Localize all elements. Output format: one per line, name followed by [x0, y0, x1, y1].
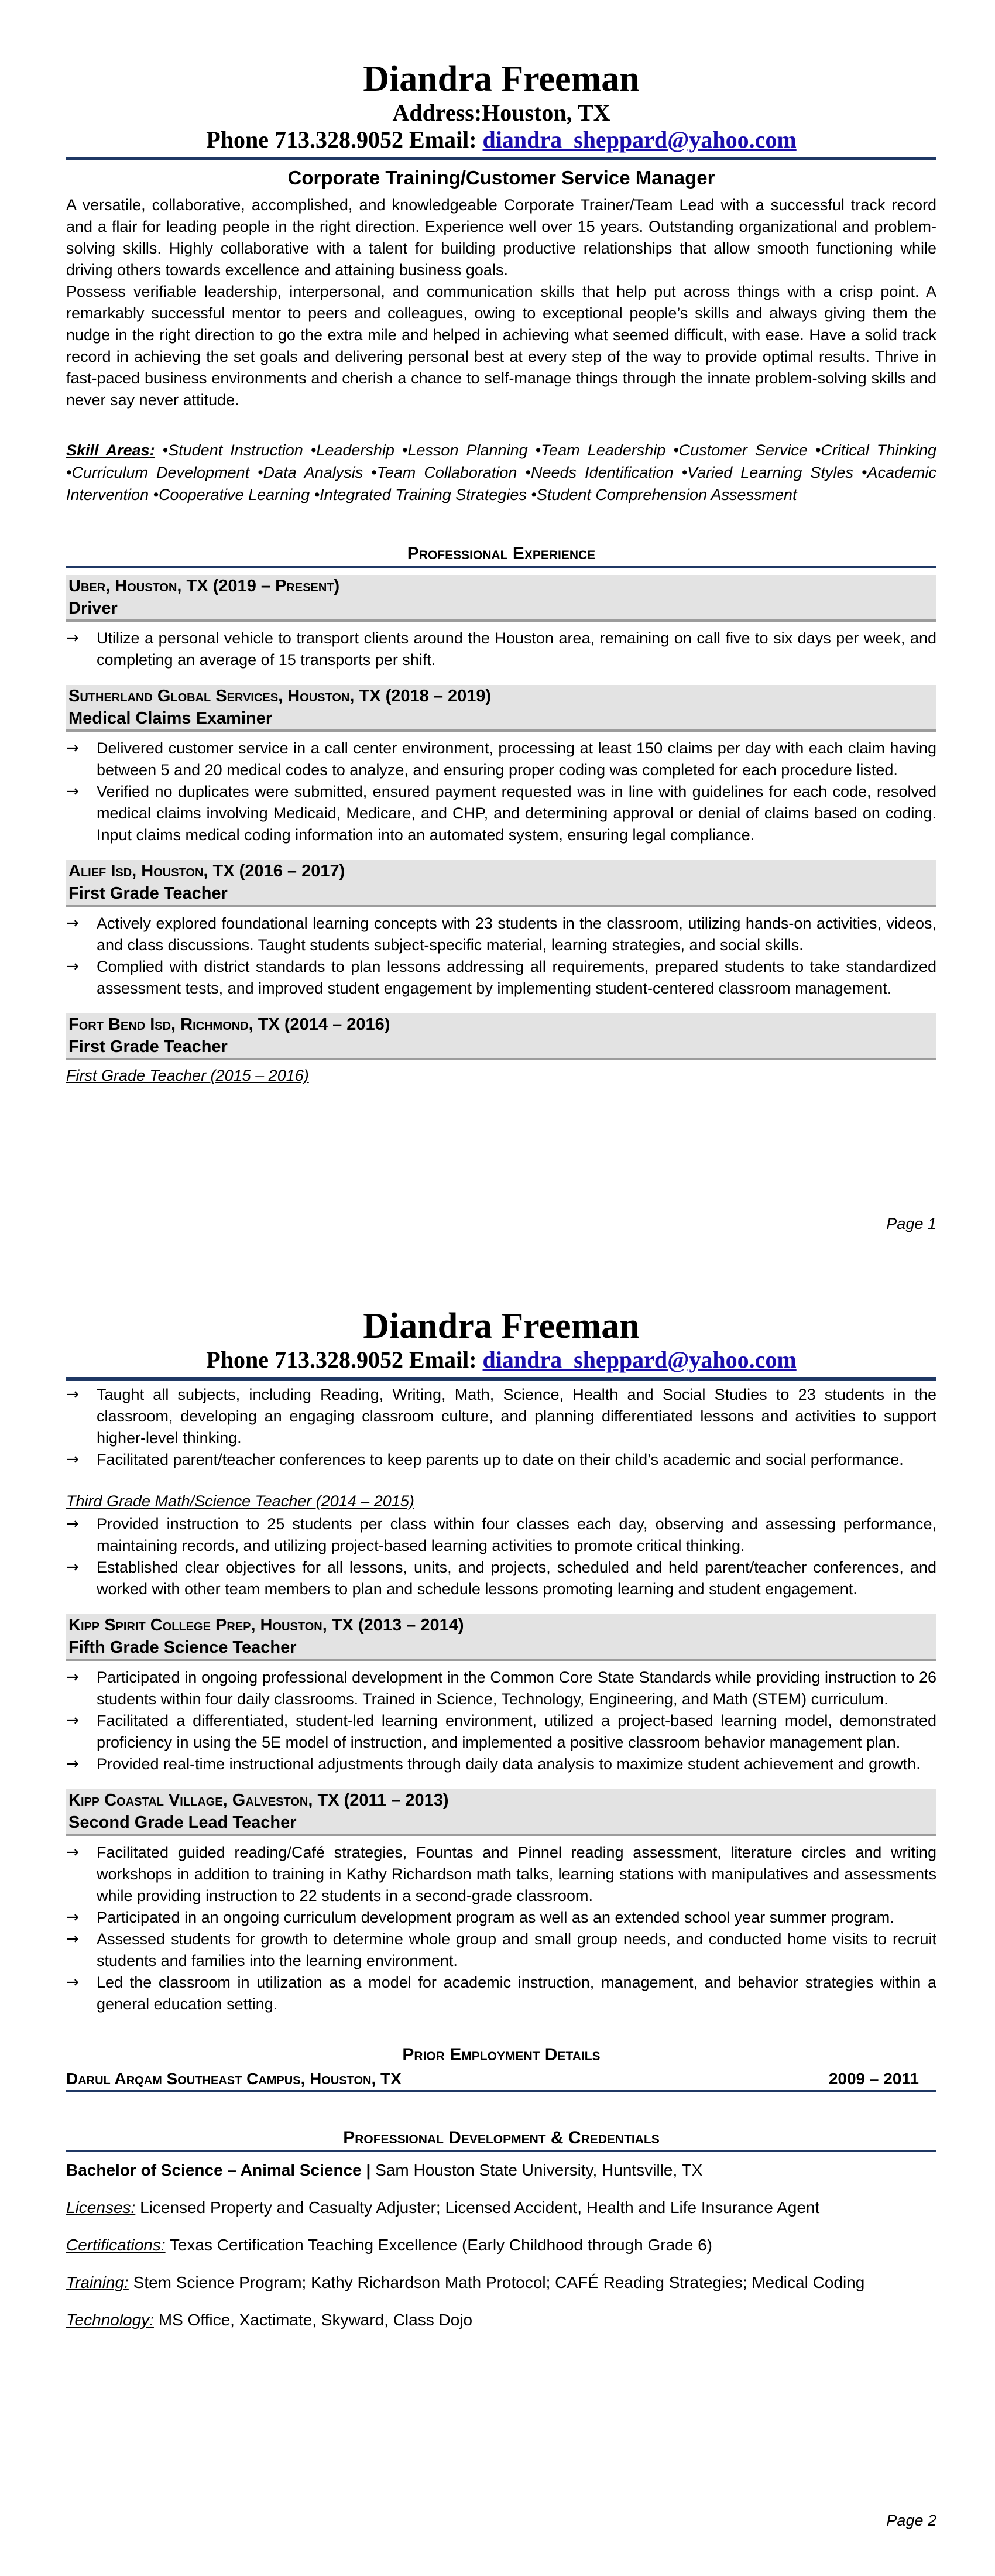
header-rule	[66, 1377, 936, 1381]
phone-label: Phone 713.328.9052 Email:	[206, 126, 477, 153]
arrow-icon: →	[66, 1669, 79, 1686]
technology-label: Technology:	[66, 2311, 154, 2329]
job-company: Sutherland Global Services, Houston, TX (2018 – 2019)	[68, 687, 492, 705]
job-header	[66, 685, 936, 732]
training-label: Training:	[66, 2273, 129, 2291]
page-1-content	[66, 59, 936, 1087]
section-rule	[66, 2150, 936, 2152]
bullet-text: Complied with district standards to plan lessons addressing all requirements, prepared students to take standardized assessment tests, and improved student engagement by implementing student-centered classroom management.	[97, 958, 936, 997]
job-entry	[66, 685, 936, 846]
job-role: Driver	[68, 599, 118, 618]
certifications-label: Certifications:	[66, 2236, 166, 2254]
list-item	[66, 781, 936, 846]
list-item	[66, 628, 936, 671]
training-line	[66, 2272, 936, 2294]
list-item	[66, 956, 936, 999]
job-bullets	[66, 1384, 936, 1471]
arrow-icon: →	[66, 739, 79, 757]
job-company: Kipp Spirit College Prep, Houston, TX (2013 – 2014)	[68, 1616, 464, 1635]
job-header	[66, 575, 936, 622]
arrow-icon: →	[66, 629, 79, 647]
arrow-icon: →	[66, 958, 79, 975]
bullet-text: Facilitated guided reading/Café strategies, Fountas and Pinnel reading assessment, literature circles and writing workshops in addition to training in Kathy Richardson math talks, learning stations with manipulatives and assessments while providing instruction to 22 students in a second-grade classroom.	[97, 1844, 936, 1904]
arrow-icon: →	[66, 1930, 79, 1948]
degree-school: Sam Houston State University, Huntsville, TX	[370, 2161, 703, 2179]
section-title-prior: Prior Employment Details	[402, 2045, 601, 2064]
bullet-text: Provided real-time instructional adjustments through daily data analysis to maximize student achievement and growth.	[97, 1755, 921, 1773]
bullet-text: Participated in an ongoing curriculum development program as well as an extended school year summer program.	[97, 1909, 894, 1926]
bullet-text: Established clear objectives for all lessons, units, and projects, scheduled and held parent/teacher conferences, and worked with other team members to plan and schedule lessons promoting learning and student engagement.	[97, 1558, 936, 1598]
section-title-development: Professional Development & Credentials	[343, 2128, 660, 2147]
bullet-text: Delivered customer service in a call center environment, processing at least 150 claims per day with each claim having between 5 and 20 medical codes to analyze, and ensuring proper coding was completed for each procedure listed.	[97, 739, 936, 779]
email-link[interactable]: diandra_sheppard@yahoo.com	[482, 126, 797, 153]
job-company: Uber, Houston, TX (2019 – Present)	[68, 577, 340, 595]
bullet-text: Actively explored foundational learning concepts with 23 students in the classroom, utilizing hands-on activities, videos, and class discussions. Taught students subject-specific material, learning strategies, and social skills.	[97, 914, 936, 954]
prior-years: 2009 – 2011	[828, 2070, 919, 2088]
job-entry	[66, 1789, 936, 2015]
job-role: First Grade Teacher	[68, 884, 228, 903]
job-bullets	[66, 628, 936, 671]
arrow-icon: →	[66, 1755, 79, 1773]
job-bullets	[66, 1513, 936, 1600]
licenses-value: Licensed Property and Casualty Adjuster; Licensed Accident, Health and Life Insurance Agent	[135, 2198, 820, 2217]
certifications-value: Texas Certification Teaching Excellence (Early Childhood through Grade 6)	[165, 2236, 712, 2254]
sub-role-title: First Grade Teacher (2015 – 2016)	[66, 1067, 309, 1084]
job-bullets	[66, 1667, 936, 1775]
page-1	[0, 0, 995, 1259]
skill-areas-label: Skill Areas:	[66, 441, 155, 459]
list-item	[66, 1557, 936, 1600]
prior-company: Darul Arqam Southeast Campus, Houston, TX	[66, 2070, 402, 2088]
list-item	[66, 1710, 936, 1753]
job-header	[66, 1614, 936, 1661]
job-bullets	[66, 913, 936, 999]
arrow-icon: →	[66, 1558, 79, 1576]
phone-label: Phone 713.328.9052 Email:	[206, 1347, 477, 1373]
list-item	[66, 1972, 936, 2015]
job-role: Medical Claims Examiner	[68, 709, 273, 728]
degree-line	[66, 2159, 936, 2181]
list-item	[66, 1753, 936, 1775]
job-header	[66, 860, 936, 907]
arrow-icon: →	[66, 1515, 79, 1533]
headline: Corporate Training/Customer Service Manager	[287, 167, 715, 189]
list-item	[66, 913, 936, 956]
job-header	[66, 1013, 936, 1060]
bullet-text: Participated in ongoing professional development in the Common Core State Standards while providing instruction to 26 students within four daily classrooms. Trained in Science, Technology, Engineering, and Math (STEM) curriculum.	[97, 1669, 936, 1708]
certifications-line	[66, 2234, 936, 2256]
phone-email-line	[66, 126, 936, 153]
section-rule	[66, 566, 936, 568]
list-item	[66, 1449, 936, 1471]
bullet-text: Taught all subjects, including Reading, Writing, Math, Science, Health and Social Studies to 23 students in the classroom, developing an engaging classroom culture, and planning differentiated lessons and activities to support higher-level thinking.	[97, 1386, 936, 1447]
arrow-icon: →	[66, 1909, 79, 1926]
list-item	[66, 1842, 936, 1907]
job-company: Alief Isd, Houston, TX (2016 – 2017)	[68, 862, 345, 881]
arrow-icon: →	[66, 914, 79, 932]
job-role: First Grade Teacher	[68, 1037, 228, 1056]
bullet-text: Facilitated parent/teacher conferences to keep parents up to date on their child’s academic and social performance.	[97, 1451, 904, 1468]
prior-section-header	[66, 2043, 936, 2067]
job-entry	[66, 860, 936, 999]
job-bullets	[66, 738, 936, 846]
job-role: Second Grade Lead Teacher	[68, 1813, 297, 1832]
job-entry	[66, 575, 936, 671]
section-title-experience: Professional Experience	[407, 544, 596, 563]
section-rule	[66, 2090, 936, 2092]
job-entry	[66, 1013, 936, 1087]
list-item	[66, 1928, 936, 1972]
technology-value: MS Office, Xactimate, Skyward, Class Dojo	[153, 2311, 473, 2329]
summary-paragraph-2: Possess verifiable leadership, interpersonal, and communication skills that help put across things with a crisp point. A remarkably successful mentor to peers and colleagues, owing to exceptional people’s skills and always giving them the nudge in the right direction to go the extra mile and helped in achieving what seemed difficult, with ease. Have a solid track record in achieving the set goals and delivering personal best at every step of the way to provide optimal results. Thrive in fast-paced business environments and cherish a chance to self-manage things through the innate problem-solving skills and never say never attitude.	[66, 283, 936, 409]
bullet-text: Led the classroom in utilization as a model for academic instruction, management, and behavior strategies within a general education setting.	[97, 1974, 936, 2013]
list-item	[66, 1384, 936, 1449]
bullet-text: Provided instruction to 25 students per class within four classes each day, observing and assessing performance, maintaining records, and utilizing project-based learning activities to promote critical thinking.	[97, 1515, 936, 1554]
sub-role-title: Third Grade Math/Science Teacher (2014 – 2015)	[66, 1492, 414, 1510]
degree-name: Bachelor of Science – Animal Science |	[66, 2161, 371, 2179]
bullet-text: Assessed students for growth to determine whole group and small group needs, and conducted home visits to recruit students and families into the learning environment.	[97, 1930, 936, 1969]
email-link[interactable]: diandra_sheppard@yahoo.com	[482, 1347, 797, 1373]
phone-email-line-repeat	[66, 1347, 936, 1373]
job-company: Kipp Coastal Village, Galveston, TX (2011 – 2013)	[68, 1791, 449, 1810]
arrow-icon: →	[66, 783, 79, 800]
list-item	[66, 738, 936, 781]
arrow-icon: →	[66, 1712, 79, 1729]
bullet-text: Utilize a personal vehicle to transport clients around the Houston area, remaining on call five to six days per week, and completing an average of 15 transports per shift.	[97, 629, 936, 669]
list-item	[66, 1907, 936, 1928]
candidate-name-repeat: Diandra Freeman	[363, 1306, 640, 1346]
arrow-icon: →	[66, 1451, 79, 1468]
page-number: Page 1	[886, 1215, 936, 1232]
skill-areas	[66, 439, 936, 506]
page-number: Page 2	[886, 2512, 936, 2529]
training-value: Stem Science Program; Kathy Richardson Math Protocol; CAFÉ Reading Strategies; Medical Coding	[128, 2273, 865, 2291]
page-2	[0, 1259, 995, 2576]
list-item	[66, 1513, 936, 1557]
arrow-icon: →	[66, 1974, 79, 1991]
job-bullets	[66, 1842, 936, 2015]
list-item	[66, 1667, 936, 1710]
arrow-icon: →	[66, 1844, 79, 1861]
summary-paragraph-1: A versatile, collaborative, accomplished, and knowledgeable Corporate Trainer/Team Lead with a successful track record and a flair for leading people in the right direction. Experience well over 15 years. Outstanding organizational and problem-solving skills. Highly collaborative with a talent for building productive relationships that allow smooth functioning while driving others towards excellence and attaining business goals.	[66, 196, 936, 279]
address-line: Address:Houston, TX	[392, 100, 610, 126]
skill-areas-list: •Student Instruction •Leadership •Lesson Planning •Team Leadership •Customer Service •Critical Thinking •Curriculum Development •Data Analysis •Team Collaboration •Needs Identification •Varied Learning Styles •Academic Intervention •Cooperative Learning •Integrated Training Strategies •Student Comprehension Assessment	[66, 441, 936, 503]
job-header	[66, 1789, 936, 1836]
job-company: Fort Bend Isd, Richmond, TX (2014 – 2016)	[68, 1015, 390, 1034]
job-role: Fifth Grade Science Teacher	[68, 1638, 297, 1657]
job-entry	[66, 1614, 936, 1775]
arrow-icon: →	[66, 1386, 79, 1403]
licenses-label: Licenses:	[66, 2198, 136, 2217]
candidate-name: Diandra Freeman	[363, 59, 640, 99]
experience-section-header	[66, 542, 936, 568]
bullet-text: Verified no duplicates were submitted, ensured payment requested was in line with guidelines for each code, resolved medical claims involving Medicaid, Medicare, and CHP, and determining approval or denial of claims based on coding. Input claims medical coding information into an automated system, ensuring legal compliance.	[97, 783, 936, 844]
page-2-content	[66, 1306, 936, 2331]
development-section-header	[66, 2126, 936, 2152]
licenses-line	[66, 2197, 936, 2219]
prior-employment-row	[66, 2068, 936, 2090]
bullet-text: Facilitated a differentiated, student-led learning environment, utilized a project-based learning model, demonstrated proficiency in using the 5E model of instruction, and implemented a positive classroom behavior management plan.	[97, 1712, 936, 1751]
technology-line	[66, 2309, 936, 2331]
header-rule	[66, 157, 936, 160]
